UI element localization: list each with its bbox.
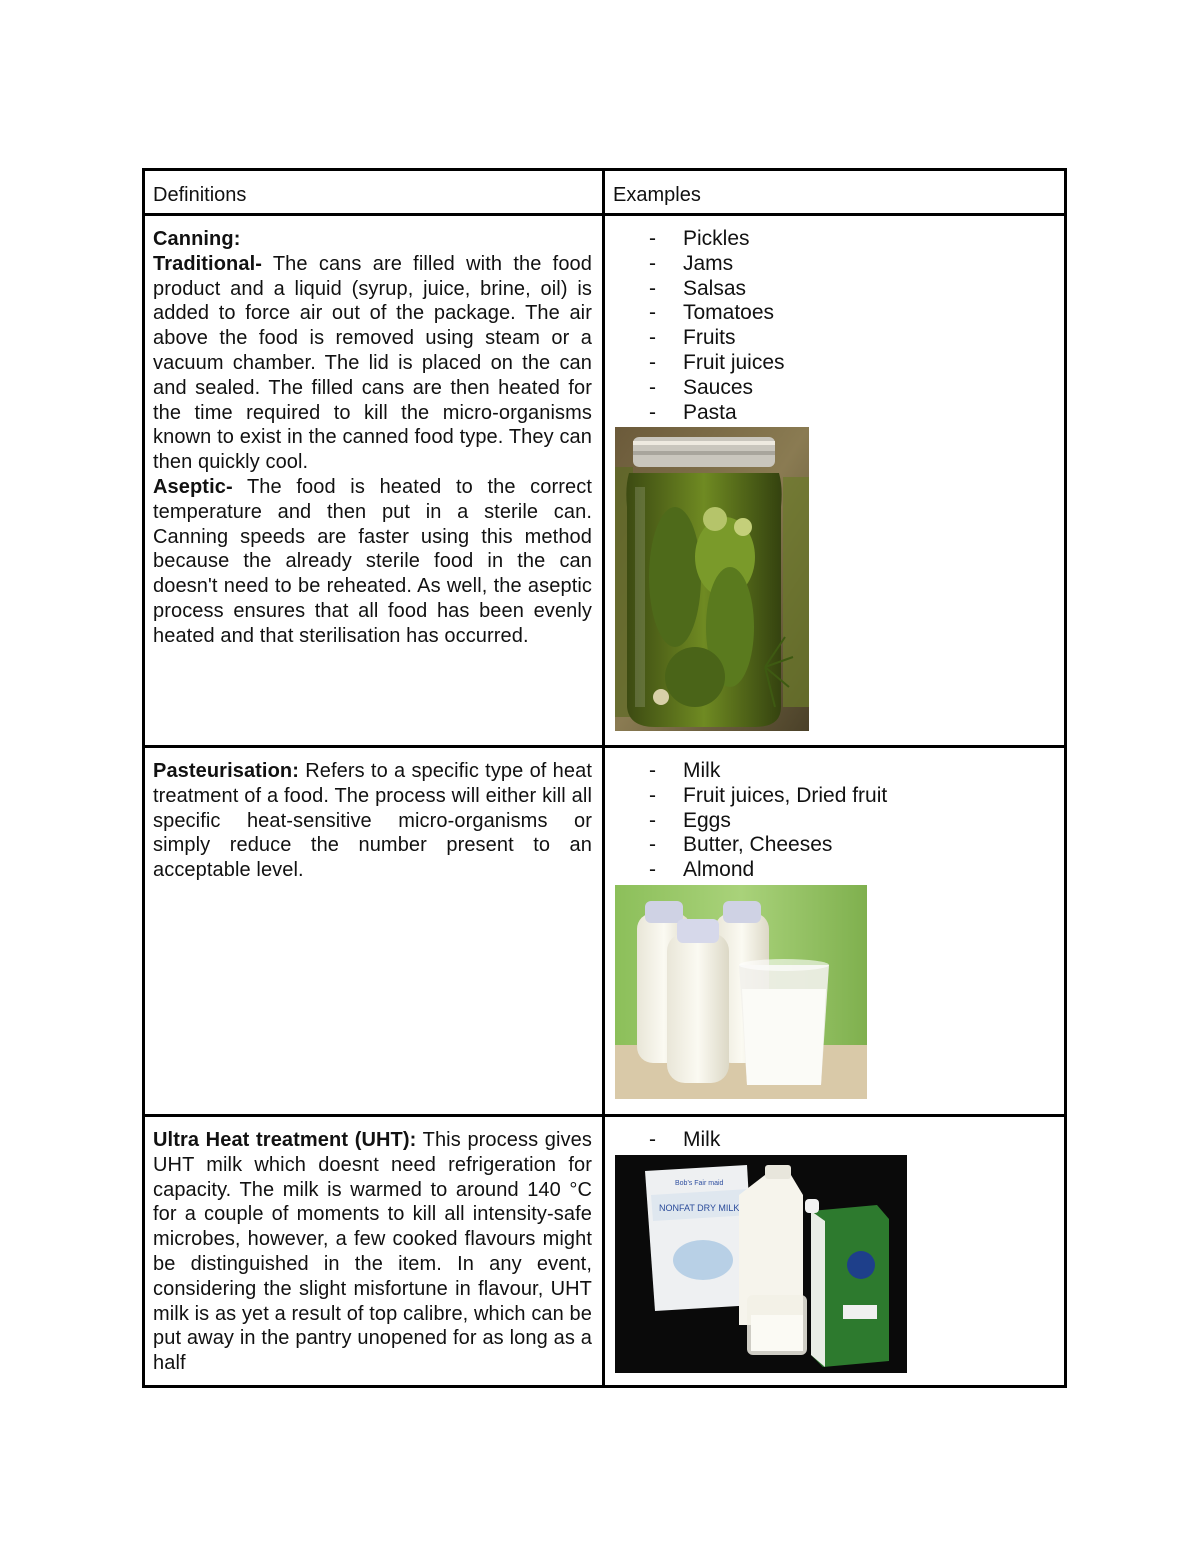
header-examples-cell — [604, 170, 1066, 215]
list-item: - Tomatoes — [649, 301, 1064, 326]
table-row — [144, 747, 1066, 1116]
uht-examples-cell — [604, 1116, 1066, 1387]
milk-products-photo — [615, 1155, 1064, 1373]
uht-title: Ultra Heat treatment (UHT): — [153, 1129, 417, 1151]
pasteurisation-definition-cell — [144, 747, 604, 1116]
table-header-row — [144, 170, 1066, 215]
canning-title: Canning: — [153, 228, 241, 250]
list-item: - Fruit juices — [649, 351, 1064, 376]
list-item: - Pasta — [649, 401, 1064, 426]
traditional-label: Traditional- — [153, 252, 262, 275]
list-item: - Fruit juices, Dried fruit — [649, 784, 1064, 809]
list-item: - Almond — [649, 858, 1064, 883]
canning-examples-list — [605, 216, 1064, 425]
list-item: - Salsas — [649, 277, 1064, 302]
canning-definition-cell — [144, 215, 604, 747]
uht-definition-cell — [144, 1116, 604, 1387]
list-item: - Fruits — [649, 326, 1064, 351]
milk-product-text: NONFAT DRY MILK — [659, 1202, 740, 1213]
pickle-jar-photo — [615, 427, 1064, 731]
canning-definition — [145, 216, 602, 649]
list-item: - Sauces — [649, 376, 1064, 401]
uht-definition — [145, 1117, 602, 1376]
pasteurisation-examples-list — [605, 748, 1064, 883]
aseptic-label: Aseptic- — [153, 475, 233, 498]
list-item: - Pickles — [649, 227, 1064, 252]
uht-text: This process gives UHT milk which doesnt need refrigeration for capacity. The milk is warmed to around 140 °C for a couple of moments to kill all intensity-safe microbes, however, a few cooked flavours might be distinguished in the item. In any event, considering the slight misfortune in flavour, UHT milk is as yet a result of top calibre, which can be put away in the pantry unopened for as long as a half — [153, 1129, 592, 1375]
list-item: - Milk — [649, 1128, 1064, 1153]
milk-brand-text: Bob's Fair maid — [675, 1179, 724, 1187]
pasteurisation-title: Pasteurisation: — [153, 760, 299, 782]
list-item: - Milk — [649, 759, 1064, 784]
list-item: - Jams — [649, 252, 1064, 277]
preservation-table — [142, 168, 1067, 1388]
uht-examples-list — [605, 1117, 1064, 1153]
aseptic-text: The food is heated to the correct temperature and then put in a sterile can. Canning speeds are faster using this method because the already sterile food in the can doesn't need to be reheated. As well, the aseptic process ensures that all food has been evenly heated and that sterilisation has occurred. — [153, 475, 592, 647]
table-row — [144, 215, 1066, 747]
table-row — [144, 1116, 1066, 1387]
traditional-text: The cans are filled with the food product and a liquid (syrup, juice, brine, oil) is added to force air out of the package. The air above the food is removed using steam or a vacuum chamber. The lid is placed on the can and sealed. The filled cans are then heated for the time required to kill the micro-organisms known to exist in the canned food type. They can then quickly cool. — [153, 252, 592, 474]
list-item: - Eggs — [649, 809, 1064, 834]
pasteurisation-definition — [145, 748, 602, 883]
header-examples: Examples — [613, 184, 701, 206]
pasteurisation-examples-cell — [604, 747, 1066, 1116]
canning-examples-cell — [604, 215, 1066, 747]
list-item: - Butter, Cheeses — [649, 833, 1064, 858]
header-definitions: Definitions — [153, 184, 247, 206]
pasteurisation-text: Refers to a specific type of heat treatment of a food. The process will either kill all specific heat-sensitive micro-organisms or simply reduce the number present to an acceptable level. — [153, 760, 592, 882]
header-definitions-cell — [144, 170, 604, 215]
milk-bottles-photo — [615, 885, 1064, 1099]
